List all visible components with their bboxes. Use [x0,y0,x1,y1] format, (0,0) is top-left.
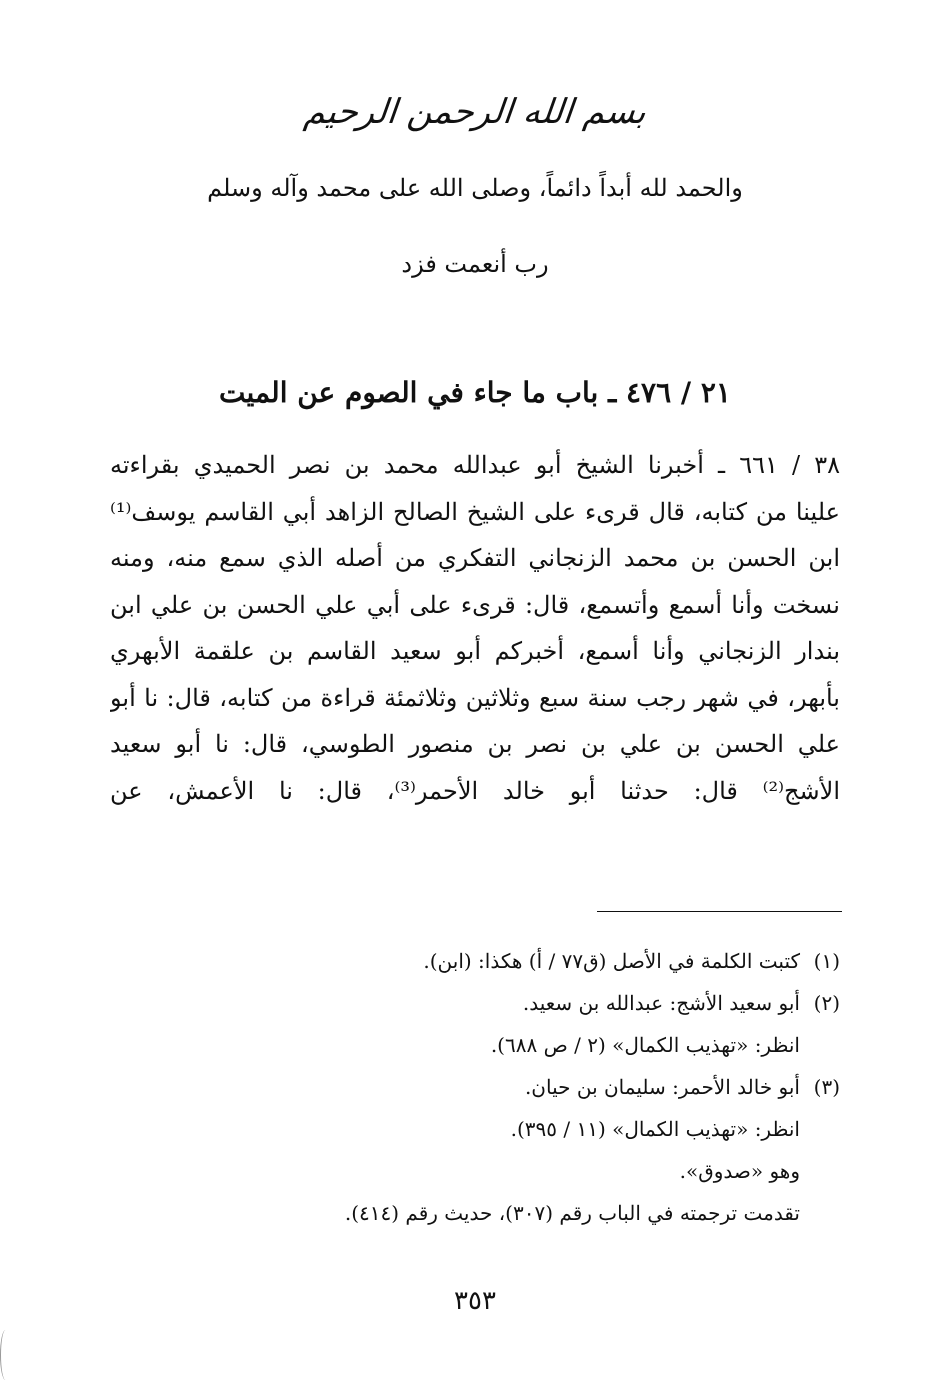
body-line: الأشج⁽²⁾ قال: حدثنا أبو خالد الأحمر⁽³⁾، قال: نا الأعمش، عن [110,776,840,805]
footnote [200,1066,840,1108]
footnote-text: أبو خالد الأحمر: سليمان بن حيان. [524,1075,800,1099]
body-line: بندار الزنجاني وأنا أسمع، أخبركم أبو سعيد القاسم بن علقمة الأبهري [110,637,840,665]
footnote-text: انظر: «تهذيب الكمال» (٢ / ص ٦٨٨). [490,1033,800,1057]
footnote-separator [597,911,842,912]
footnote-text: وهو «صدوق». [679,1159,800,1183]
footnote [200,1108,840,1150]
body-line: ٣٨ / ٦٦١ ـ أخبرنا الشيخ أبو عبدالله محمد بن نصر الحميدي بقراءته [110,451,840,479]
hadith-body [110,442,840,814]
footnote [200,1024,840,1066]
body-line: علي الحسن بن علي بن نصر بن منصور الطوسي، قال: نا أبو سعيد [110,730,840,758]
footnote [200,1150,840,1192]
doxology-line: والحمد لله أبداً دائماً، وصلى الله على محمد وآله وسلم [207,174,743,202]
body-line: بأبهر، في شهر رجب سنة سبع وثلاثين وثلاثمئة قراءة من كتابه، قال: نا أبو [110,683,840,712]
footnote-text: تقدمت ترجمته في الباب رقم (٣٠٧)، حديث رقم (٤١٤). [344,1201,800,1225]
footnote [200,940,840,982]
scan-edge-mark [0,1330,11,1380]
footnote [200,982,840,1024]
body-line: ابن الحسن بن محمد الزنجاني التفكري من أصله الذي سمع منه، ومنه [110,544,840,572]
chapter-title: ٢١ / ٤٧٦ ـ باب ما جاء في الصوم عن الميت [219,376,731,409]
footnote-text: كتبت الكلمة في الأصل (ق٧٧ / أ) هكذا: (ابن). [423,949,800,973]
body-line: نسخت وأنا أسمع وأتسمع، قال: قرىء على أبي علي الحسن بن علي ابن [110,590,840,619]
footnotes [200,940,840,1234]
footnote [200,1192,840,1234]
footnote-number: (٣) [813,1075,840,1099]
body-line: علينا من كتابه، قال قرىء على الشيخ الصالح الزاهد أبي القاسم يوسف⁽¹⁾ [110,497,840,526]
basmala-heading: بسم الله الرحمن الرحيم [302,92,648,132]
footnote-number: (١) [813,949,840,973]
footnote-text: أبو سعيد الأشج: عبدالله بن سعيد. [522,991,800,1015]
footnote-text: انظر: «تهذيب الكمال» (١١ / ٣٩٥). [510,1117,800,1141]
prayer-line: رب أنعمت فزد [401,250,549,278]
footnote-number: (٢) [813,991,840,1015]
page-number: ٣٥٣ [454,1286,496,1316]
